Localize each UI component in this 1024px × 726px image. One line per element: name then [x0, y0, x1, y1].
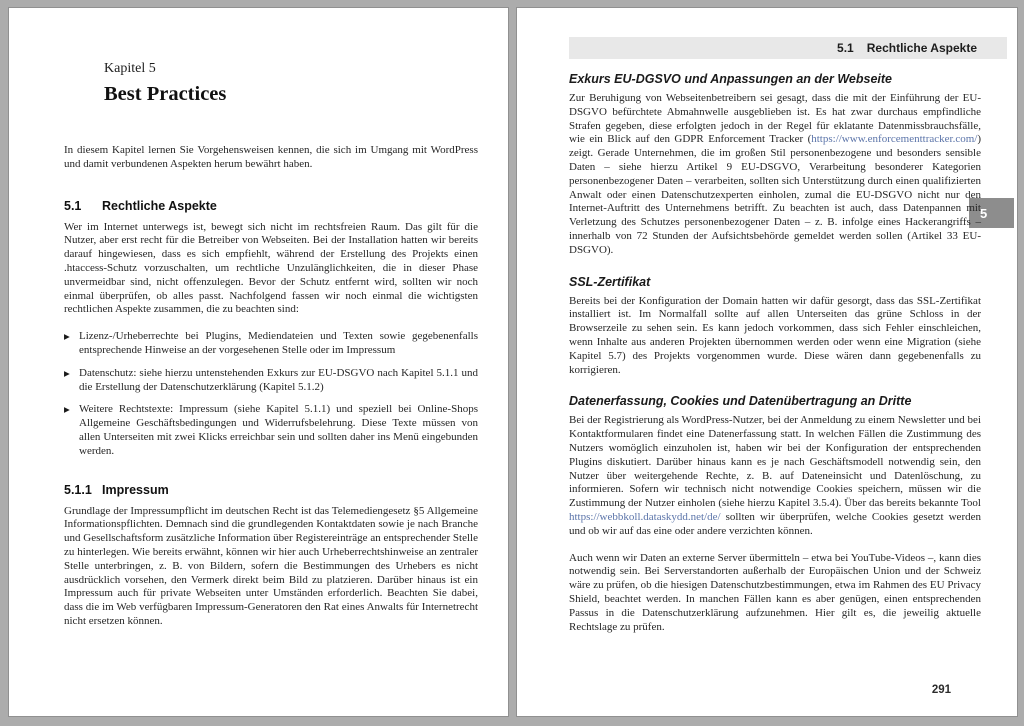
closing-paragraph: Auch wenn wir Daten an externe Server übermitteln – etwa bei YouTube-Videos –, kann dies notwendig sein. Bei Serverstandorten außerhalb der Europäischen Union und der Schweiz wäre zu prüfen, ob die hiesigen Datenschutzbestimmungen, etwa im Rahmen des EU Privacy Shield, beachtet werden. In manchen Fällen kann es aber genügen, einen entsprechenden Passus in die Datenschutzerklärung aufzunehmen. Hier gilt es, die jeweilig aktuelle Rechtslage zu prüfen.: [569, 551, 981, 633]
list-item: [64, 403, 478, 458]
ssl-paragraph: Bereits bei der Konfiguration der Domain hatten wir dafür gesorgt, dass das SSL-Zertifikat installiert ist. Im Normalfall sollte auf allen Unterseiten das grüne Schloss in der Browserzeile zu sehen sein. Es kann jedoch vorkommen, dass sich Fehler einschleichen, wenn Inhalte aus anderen Projekten übernommen werden oder wenn eine Migration (siehe Kapitel 5.7) des Projekts vorgenommen wurde. Diese wären dann gegebenenfalls zu korrigieren.: [569, 294, 981, 376]
running-head-title: Rechtliche Aspekte: [866, 41, 977, 55]
chapter-intro-paragraph: In diesem Kapitel lernen Sie Vorgehensweisen kennen, die sich im Umgang mit WordPress und damit verbundenen Aspekten herum bewährt haben.: [64, 144, 478, 170]
bullet-triangle-icon: ▶: [64, 332, 70, 342]
list-item: [64, 367, 478, 395]
right-page-content: [569, 72, 981, 634]
datenerfassung-paragraph: [569, 414, 981, 538]
chapter-title: Best Practices: [104, 83, 227, 105]
datenerfassung-heading: Datenerfassung, Cookies und Datenübertragung an Dritte: [569, 394, 912, 409]
section-number: 5.1: [64, 198, 82, 213]
running-head: [569, 37, 1007, 59]
paragraph-text: Bei der Registrierung als WordPress-Nutzer, bei der Anmeldung zu einem Newsletter und bei Kontaktformularen findet eine Datenerfassung statt. In welchen Fällen die Zustimmung des Nutzers womöglich einzuholen ist, haben wir bei der Konfiguration der entsprechenden Plugins diskutiert. Darüber hinaus kann es je nach Geschäftsmodell notwendig sein, den Nutzer über weitergehende Rechte, z. B. auf Dateneinsicht und Datenlöschung, zu informieren. Sofern wir technisch nicht notwendige Cookies speichern, müssen wir die Zustimmung der Nutzer einholen (siehe hierzu Kapitel 3.5.4). Über das bereits bekannte Tool: [569, 414, 981, 510]
bullet-text: Lizenz-/Urheberrechte bei Plugins, Mediendateien und Texten sowie gegebenenfalls entsprechende Hinweise an der vorgesehenen Stelle oder im Impressum: [79, 330, 478, 356]
exkurs-heading: Exkurs EU-DGSVO und Anpassungen an der Webseite: [569, 72, 892, 86]
running-head-number: 5.1: [837, 41, 854, 55]
bullet-text: Weitere Rechtstexte: Impressum (siehe Kapitel 5.1.1) und speziell bei Online-Shops Allgemeine Geschäftsbedingungen und Widerrufsbelehrung. Diese Texte müssen von allen Unterseiten mit zwei Klicks erreichbar sein und sollten daher ins Menü eingebunden werden.: [79, 403, 478, 457]
bullet-text: Datenschutz: siehe hierzu untenstehenden Exkurs zur EU-DSGVO nach Kapitel 5.1.1 und die Erstellung der Datenschutzerklärung (Kapitel 5.1.2): [79, 366, 478, 393]
book-page-left: [8, 7, 509, 717]
paragraph-text: sollten wir überprüfen, welche Cookies gesetzt werden und ob wir auf das eine oder andere verzichten können.: [569, 510, 981, 537]
ssl-section: [569, 275, 981, 378]
paragraph-text: Zur Beruhigung von Webseitenbetreibern sei gesagt, dass die mit der Einführung der EU-DSGVO befürchtete Abmahnwelle ausgeblieben ist. Es hat zwar durchaus empfindliche Strafen gegeben, diese erfolgten jedoch in der Regel für eklatante Datenmissbrauchsfälle, wie ein Blick auf den GDPR Enforcement Tracker (: [569, 92, 981, 146]
book-page-right: [516, 7, 1018, 717]
section-5-1-paragraph: Wer im Internet unterwegs ist, bewegt sich nicht im rechtsfreien Raum. Das gilt für die Nutzer, aber erst recht für die Betreiber von Webseiten. Bei der Installation hatten wir bereits darauf hingewiesen, dass es sich empfiehlt, während der Erstellung des Projekts einen .htaccess-Schutz vorzuschalten, um rechtliche Unzulänglichkeiten, die in dieser Phase unvermeidbar sind, nicht offenzulegen. Bevor der Schutz entfernt wird, sollten wir noch einmal überprüfen, ob alles passt. Nachfolgend fassen wir noch einmal die wichtigsten rechtlichen Aspekte zusammen, die zu beachten sind:: [64, 220, 478, 316]
legal-aspects-bullet-list: [64, 330, 478, 458]
datenerfassung-section: [569, 394, 981, 634]
enforcement-tracker-link[interactable]: https://www.enforcementtracker.com/: [811, 133, 978, 146]
section-title: Impressum: [102, 482, 169, 497]
exkurs-paragraph: [569, 92, 981, 258]
section-title: Rechtliche Aspekte: [102, 198, 217, 213]
bullet-triangle-icon: ▶: [64, 405, 70, 415]
section-number: 5.1.1: [64, 482, 92, 497]
chapter-label: Kapitel 5: [104, 61, 156, 76]
list-item: [64, 330, 478, 358]
ssl-heading: SSL-Zertifikat: [569, 274, 651, 289]
section-heading-5-1-1: [64, 483, 478, 497]
left-page-content: [64, 60, 478, 629]
page-number: 291: [931, 684, 951, 696]
bullet-triangle-icon: ▶: [64, 368, 70, 378]
section-5-1-1-paragraph: Grundlage der Impressumpflicht im deutschen Recht ist das Telemediengesetz §5 Allgemeine Informationspflichten. Demnach sind die grundlegenden Kontaktdaten sowie je nach Branche und Gesellschaftsform zusätzliche Information über Registereinträge an entsprechender Stelle zu hinterlegen. Wie bereits erwähnt, können wir hier auch Urheberrechtshinweise an zentraler Stelle unterbringen, z. B. von Bildern, sofern die Bestimmungen des Urhebers es nicht ausdrücklich vorsehen, den Vermerk direkt beim Bild zu platzieren. Darüber hinaus ist ein Impressum auch für private Webseiten unter Umständen erforderlich. Beachten Sie dabei, dass die im Web verfügbaren Impressum-Generatoren den Rat eines Anwalts für Internetrecht nicht ersetzen können.: [64, 504, 478, 627]
section-heading-5-1: [64, 199, 478, 213]
paragraph-text: ) zeigt. Gerade Unternehmen, die im großen Stil personenbezogene und besonders sensible Daten – siehe hierzu Artikel 9 EU-DSGVO, Verarbeitung besonderer Kategorien personenbezogener Daten – verarbeiten, sollten sich Unterstützung durch einen qualifizierten Anwalt oder einen Datenschutzexperten einholen, zumal die EU-DSGVO nicht nur den Internet-Auftritt des Unternehmens betrifft. Zu beachten ist auch, dass Datenpannen mit Verletzung des Schutzes personenbezogener Daten – z. B. infolge eines Hackerangriffs – innerhalb von 72 Stunden der Aufsichtsbehörde gemeldet werden sollen (Artikel 33 EU-DSGVO).: [569, 133, 981, 256]
chapter-tab-number: 5: [980, 205, 988, 221]
exkurs-section: [569, 72, 981, 258]
webbkoll-link[interactable]: https://webbkoll.dataskydd.net/de/: [569, 510, 721, 523]
